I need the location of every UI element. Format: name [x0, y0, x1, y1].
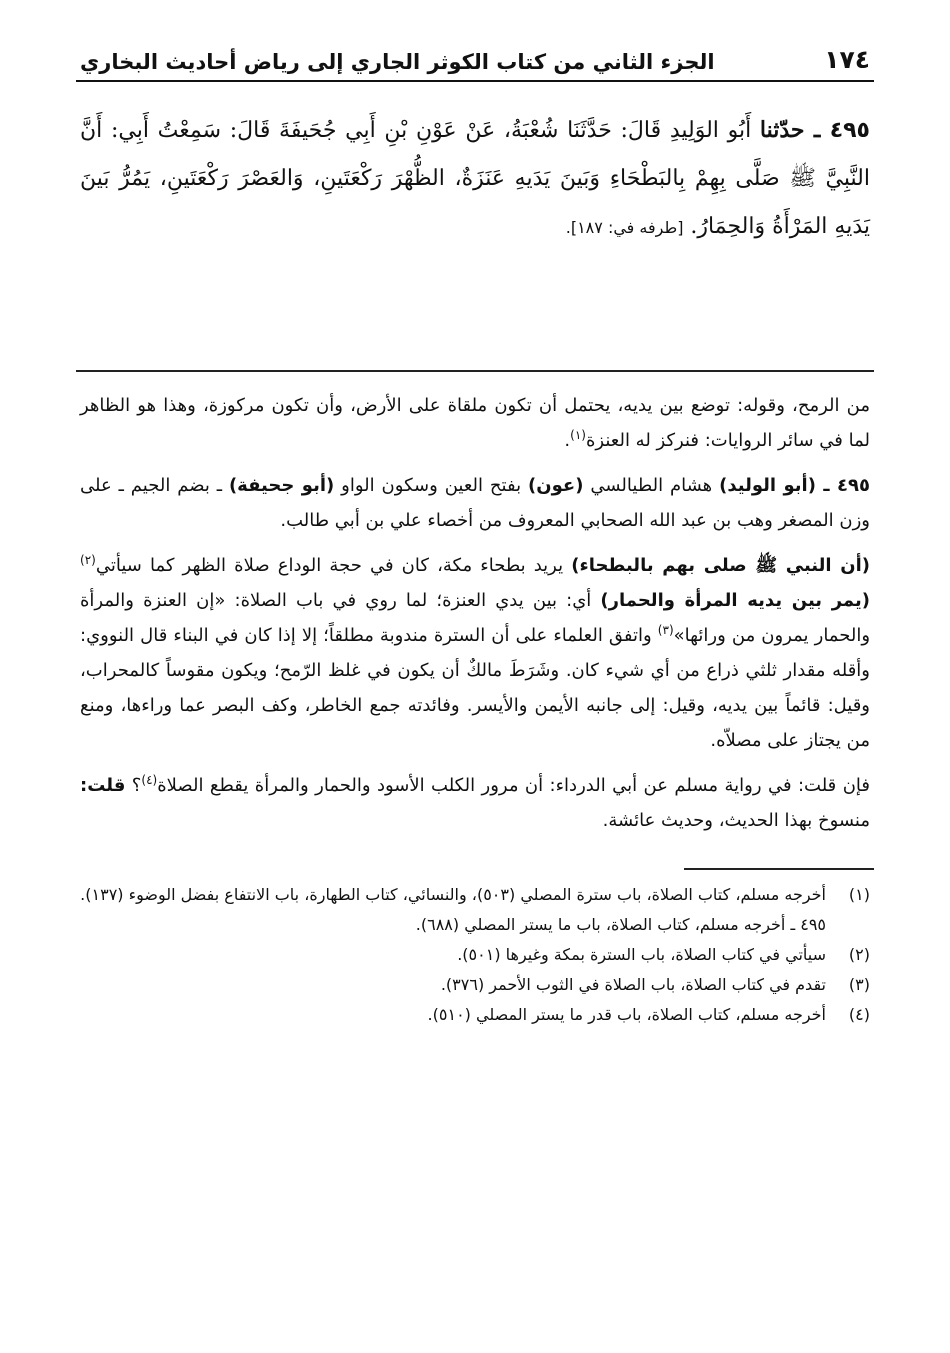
commentary-paragraph-2 [80, 468, 870, 538]
hadith-number: ٤٩٥ [829, 118, 870, 143]
commentary-term: قلت: [80, 775, 126, 796]
commentary-paragraph-1 [80, 388, 870, 458]
running-header [76, 38, 874, 82]
commentary-text: . [564, 430, 571, 451]
commentary-text: واتفق العلماء على أن السترة مندوبة مطلقاً؛ إلا إذا كان في البناء قال النووي: وأقله مقدار ثلثي ذراع من أي شيء كان. وشَرَطَ مالكٌ أن يكون في غلظ الرّمح؛ ويكون مقوساً كالمحراب، وقيل: قائماً بين يديه، وقيل: إلى جانبه الأيمن والأيسر. وفائدته جمع الخاطر، وكف البصر عما وراءها، ومنع من يجتاز على مصلاّه. [80, 625, 870, 751]
commentary-text: ؟ [125, 775, 142, 796]
hadith-lead: حدّثنا [759, 117, 805, 143]
commentary-term: (عون) [528, 475, 584, 496]
footnote-item [80, 970, 870, 1000]
commentary-divider [76, 370, 874, 372]
hadith-text [76, 106, 874, 252]
commentary-text: ـ بضم الجيم ـ على وزن المصغر وهب بن عبد الله الصحابي المعروف من أخصاء علي بن أبي طالب. [80, 475, 870, 531]
footnote-number: (٤) [848, 1005, 870, 1024]
footnote-text: أخرجه مسلم، كتاب الصلاة، باب قدر ما يستر المصلي (٥١٠). [427, 1005, 826, 1024]
footnote-text: تقدم في كتاب الصلاة، باب الصلاة في الثوب الأحمر (٣٧٦). [440, 975, 826, 994]
footnote-text: سيأتي في كتاب الصلاة، باب السترة بمكة وغيرها (٥٠١). [457, 945, 826, 964]
footnote-item [80, 910, 870, 940]
commentary-text: فإن قلت: في رواية مسلم عن أبي الدرداء: أن مرور الكلب الأسود والحمار والمرأة يقطع الصلاة [157, 775, 870, 796]
commentary-text: بفتح العين وسكون الواو [334, 475, 529, 496]
commentary-text: أي: بين يدي العنزة؛ لما روي في باب الصلاة: «إن العنزة والمرأة والحمار يمرون من ورائها» [80, 590, 871, 646]
footnote-item [80, 880, 870, 910]
commentary-section [76, 388, 874, 838]
commentary-text: منسوخ بهذا الحديث، وحديث عائشة. [602, 810, 870, 831]
commentary-term: (أن النبي ﷺ صلى بهم بالبطحاء) [571, 555, 871, 576]
footnote-divider [684, 868, 874, 870]
footnote-text: أخرجه مسلم، كتاب الصلاة، باب سترة المصلي (٥٠٣)، والنسائي، كتاب الطهارة، باب الانتفاع بفضل الوضوء (١٣٧). [80, 885, 826, 904]
footnote-number: (١) [848, 885, 870, 904]
footnote-item [80, 940, 870, 970]
commentary-term: (يمر بين يديه المرأة والحمار) [600, 590, 870, 611]
footnote-number: (٣) [848, 975, 870, 994]
footnote-marker: (٤) [141, 773, 158, 787]
page-number: ١٧٤ [824, 45, 870, 74]
hadith-dash: ـ [804, 117, 830, 143]
footnote-text: ٤٩٥ ـ أخرجه مسلم، كتاب الصلاة، باب ما يستر المصلي (٦٨٨). [415, 915, 826, 934]
footnotes-section [76, 880, 874, 1030]
footnote-number: (٢) [848, 945, 870, 964]
commentary-dash: ـ [815, 475, 838, 496]
book-title: الجزء الثاني من كتاب الكوثر الجاري إلى رياض أحاديث البخاري [80, 50, 715, 74]
commentary-term: (أبو جحيفة) [228, 475, 335, 496]
hadith-body: أَبُو الوَلِيدِ قَالَ: حَدَّثَنَا شُعْبَةُ، عَنْ عَوْنِ بْنِ أَبِي جُحَيفَةَ قَالَ: سَمِعْتُ أَبِي: أَنَّ النَّبِيَّ ﷺ صَلَّى بِهِمْ بِالبَطْحَاءِ وَبَينَ يَدَيهِ عَنَزَةٌ، الظُّهْرَ رَكْعَتَينِ، وَالعَصْرَ رَكْعَتَينِ، يَمُرُّ بَينَ يَدَيهِ المَرْأَةُ وَالحِمَارُ. [80, 118, 870, 239]
commentary-paragraph-3 [80, 548, 870, 758]
footnote-marker: (١) [570, 428, 586, 442]
footnote-marker: (٢) [80, 553, 96, 567]
footnote-marker: (٣) [657, 623, 674, 637]
commentary-paragraph-4 [80, 768, 870, 838]
commentary-term: (أبو الوليد) [719, 475, 816, 496]
commentary-text: هشام الطيالسي [583, 475, 720, 496]
book-page [76, 38, 874, 1323]
commentary-hadith-number: ٤٩٥ [837, 475, 870, 496]
hadith-cross-reference: [طرفه في: ١٨٧]. [565, 218, 684, 237]
commentary-text: يريد بطحاء مكة، كان في حجة الوداع صلاة الظهر كما سيأتي [95, 555, 572, 576]
footnote-item [80, 1000, 870, 1030]
commentary-text: من الرمح، وقوله: توضع بين يديه، يحتمل أن تكون ملقاة على الأرض، وأن تكون مركوزة، وهذا هو الظاهر لما في سائر الروايات: فنركز له العنزة [80, 395, 870, 451]
